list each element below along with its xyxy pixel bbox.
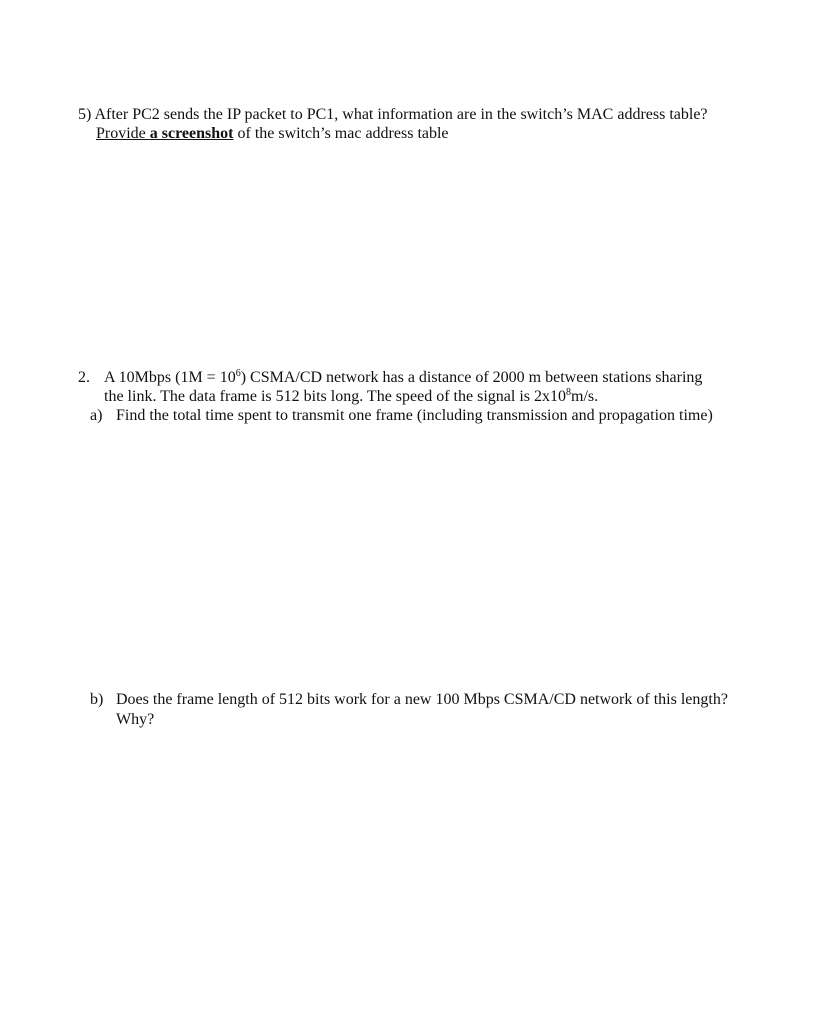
q5-line-2-rest: of the switch’s mac address table — [233, 125, 449, 142]
q2-number: 2. — [78, 369, 90, 386]
q2-line-2-start: the link. The data frame is 512 bits long. The speed of the signal is 2x10 — [104, 388, 566, 405]
q2-line-2-end: m/s. — [571, 388, 599, 405]
q2b-label: b) — [90, 691, 104, 708]
q2-line-2 — [104, 387, 598, 407]
q2a-text: Find the total time spent to transmit one frame (including transmission and propagation time) — [116, 407, 713, 424]
q5-line-2 — [96, 124, 449, 144]
q5-screenshot-emphasis: a screenshot — [149, 125, 234, 142]
q2-exponent-6: 6 — [235, 368, 241, 379]
q2b-line-2: Why? — [116, 711, 155, 728]
q5-line-1: 5) After PC2 sends the IP packet to PC1, what information are in the switch’s MAC address table? — [78, 106, 708, 123]
q2-line-1-start: A 10Mbps (1M = 10 — [104, 369, 236, 386]
q2b-line-1: Does the frame length of 512 bits work for a new 100 Mbps CSMA/CD network of this length? — [116, 691, 728, 708]
q5-provide-text: Provide — [96, 125, 150, 142]
q2-line-1 — [104, 368, 702, 388]
q2a-label: a) — [90, 407, 103, 424]
q2-exponent-8: 8 — [566, 387, 571, 398]
q2-line-1-end: ) CSMA/CD network has a distance of 2000 m between stations sharing — [240, 369, 703, 386]
